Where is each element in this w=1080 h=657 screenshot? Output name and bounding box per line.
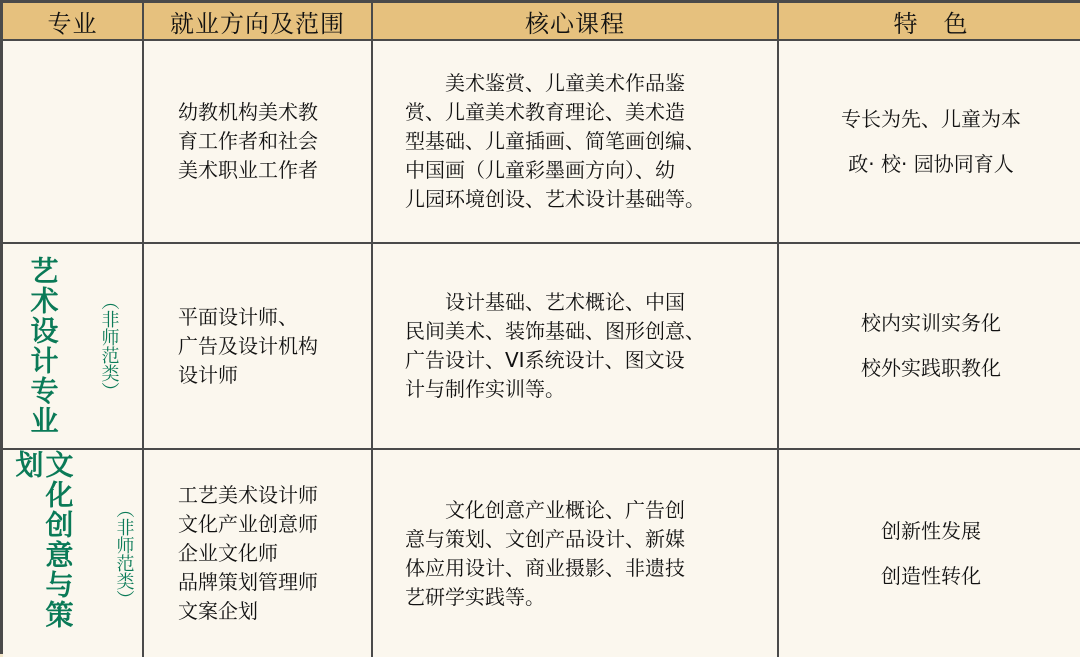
career-line: 育工作者和社会 xyxy=(178,129,318,153)
course-line: 文化创意产业概论、广告创 xyxy=(445,497,685,522)
career-text xyxy=(178,481,318,626)
career-line: 广告及设计机构 xyxy=(178,333,318,358)
major-note: （非师范类） xyxy=(113,499,135,608)
career-text xyxy=(178,303,318,390)
career-line: 设计师 xyxy=(178,362,238,387)
major-notes xyxy=(79,500,133,608)
feature-line: 校内实训实务化 xyxy=(861,311,1001,335)
course-line: 意与策划、文创产品设计、新媒 xyxy=(405,526,685,551)
career-line: 幼教机构美术教 xyxy=(178,100,318,124)
course-text xyxy=(405,288,705,404)
career-cell xyxy=(144,450,373,657)
feature-line: 创新性发展 xyxy=(881,518,981,543)
header-feature: 特 色 xyxy=(779,3,1080,41)
course-line: 广告设计、VI系统设计、图文设 xyxy=(405,348,685,372)
major-name: 文化创意与策划 xyxy=(11,450,75,630)
career-line: 企业文化师 xyxy=(178,541,278,565)
feature-text xyxy=(881,509,981,599)
header-career: 就业方向及范围 xyxy=(144,3,373,41)
major-name: 艺术设计专业 xyxy=(26,256,60,436)
feature-cell xyxy=(779,450,1080,657)
major-cell xyxy=(3,450,144,657)
major-note: （非师范类） xyxy=(98,292,120,400)
course-cell xyxy=(373,41,779,244)
course-cell xyxy=(373,244,779,450)
major-cell xyxy=(3,41,144,244)
career-line: 美术职业工作者 xyxy=(178,158,318,182)
course-line: 赏、儿童美术教育理论、美术造 xyxy=(405,100,685,124)
course-text xyxy=(405,496,685,612)
course-cell xyxy=(373,450,779,657)
feature-line: 专长为先、儿童为本 xyxy=(841,106,1021,131)
career-line: 平面设计师、 xyxy=(178,304,298,329)
feature-text xyxy=(841,97,1021,187)
career-cell xyxy=(144,244,373,450)
course-line: 儿园环境创设、艺术设计基础等。 xyxy=(405,187,705,211)
feature-line: 创造性转化 xyxy=(881,563,981,588)
course-line: 美术鉴赏、儿童美术作品鉴 xyxy=(445,71,685,95)
course-text xyxy=(405,69,705,214)
career-line: 工艺美术设计师 xyxy=(178,483,318,507)
career-line: 文案企划 xyxy=(178,599,258,623)
course-line: 计与制作实训等。 xyxy=(405,377,565,401)
course-line: 中国画（儿童彩墨画方向）、幼 xyxy=(405,158,675,182)
feature-line: 政· 校· 园协同育人 xyxy=(848,151,1014,176)
career-cell xyxy=(144,41,373,244)
career-line: 文化产业创意师 xyxy=(178,512,318,536)
header-major: 专业 xyxy=(3,3,144,41)
feature-text xyxy=(861,301,1001,391)
feature-cell xyxy=(779,41,1080,244)
course-line: 艺研学实践等。 xyxy=(405,584,545,609)
feature-line: 校外实践职教化 xyxy=(861,356,1001,380)
course-line: 民间美术、装饰基础、图形创意、 xyxy=(405,319,705,343)
header-course: 核心课程 xyxy=(373,3,779,41)
course-line: 设计基础、艺术概论、中国 xyxy=(445,290,685,314)
major-cell xyxy=(3,244,144,450)
major-notes xyxy=(64,292,118,400)
feature-cell xyxy=(779,244,1080,450)
career-line: 品牌策划管理师 xyxy=(178,570,318,594)
career-text xyxy=(178,98,318,185)
course-line: 体应用设计、商业摄影、非遗技 xyxy=(405,555,685,580)
course-line: 型基础、儿童插画、简笔画创编、 xyxy=(405,129,705,153)
